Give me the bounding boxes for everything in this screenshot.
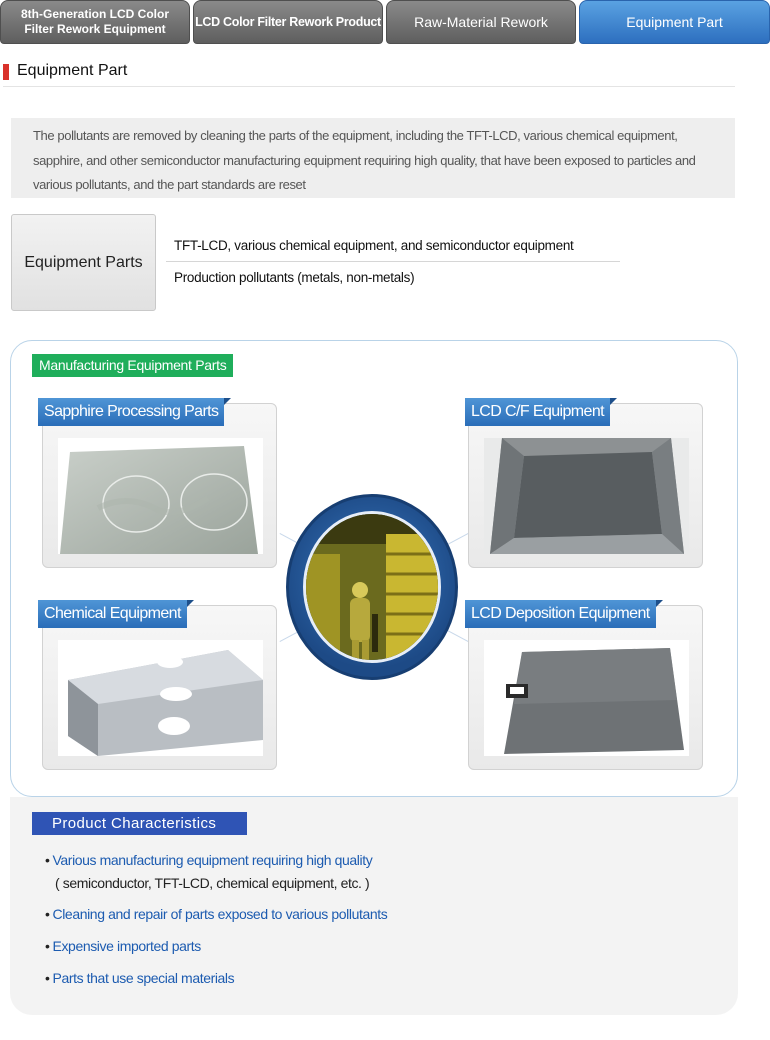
product-characteristics-label: Product Characteristics	[32, 812, 247, 835]
parts-description-1: TFT-LCD, various chemical equipment, and semiconductor equipment	[174, 238, 574, 253]
equipment-parts-box	[11, 214, 156, 311]
characteristic-text: Parts that use special materials	[52, 970, 235, 986]
tab-label-line1: 8th-Generation LCD Color	[20, 7, 169, 21]
characteristic-text: Cleaning and repair of parts exposed to various pollutants	[52, 906, 388, 922]
lcd-deposition-equipment-photo	[484, 640, 689, 756]
page-title: Equipment Part	[17, 62, 128, 79]
chemical-equipment-photo	[58, 640, 263, 756]
tab-8th-generation-equipment[interactable]	[0, 0, 190, 44]
sapphire-parts-card	[42, 403, 277, 568]
center-photo-frame	[286, 494, 458, 680]
tab-label: Raw-Material Rework	[414, 13, 548, 30]
characteristic-subtext: ( semiconductor, TFT-LCD, chemical equipment, etc. )	[55, 875, 370, 891]
tab-label-line2: Filter Rework Equipment	[24, 22, 166, 36]
tab-label: Equipment Part	[626, 13, 723, 30]
tab-label: LCD Color Filter Rework Product	[195, 14, 381, 29]
divider	[166, 261, 620, 262]
section-marker	[3, 64, 9, 80]
bullet: •	[45, 852, 50, 868]
factory-worker-photo	[303, 511, 441, 663]
characteristic-item	[45, 970, 234, 986]
characteristic-text: Expensive imported parts	[52, 938, 201, 954]
parts-description-2: Production pollutants (metals, non-metals)	[174, 270, 415, 285]
tab-equipment-part[interactable]	[579, 0, 770, 44]
characteristic-item	[45, 938, 201, 954]
bullet: •	[45, 970, 50, 986]
section-header	[3, 62, 735, 87]
characteristic-item	[45, 906, 387, 922]
sapphire-parts-label: Sapphire Processing Parts	[38, 398, 224, 426]
sapphire-parts-photo	[58, 438, 263, 554]
tab-bar	[0, 0, 770, 44]
manufacturing-label: Manufacturing Equipment Parts	[32, 354, 233, 377]
lcd-deposition-equipment-card	[468, 605, 703, 770]
lcd-cf-equipment-card	[468, 403, 703, 568]
characteristic-item	[45, 852, 372, 868]
bullet: •	[45, 906, 50, 922]
lcd-cf-equipment-photo	[484, 438, 689, 554]
intro-text: The pollutants are removed by cleaning the parts of the equipment, including the TFT-LCD, various chemical equipment, sapphire, and other semiconductor manufacturing equipment requiring high quality, that have been exposed to particles and various pollutants, and the part standards are reset	[11, 118, 735, 198]
characteristic-text: Various manufacturing equipment requiring high quality	[52, 852, 373, 868]
chemical-equipment-label: Chemical Equipment	[38, 600, 187, 628]
lcd-deposition-equipment-label: LCD Deposition Equipment	[465, 600, 656, 628]
chemical-equipment-card	[42, 605, 277, 770]
bullet: •	[45, 938, 50, 954]
tab-raw-material-rework[interactable]	[386, 0, 576, 44]
tab-lcd-color-filter-rework-product[interactable]	[193, 0, 383, 44]
lcd-cf-equipment-label: LCD C/F Equipment	[465, 398, 610, 426]
equipment-parts-title: Equipment Parts	[24, 253, 143, 271]
